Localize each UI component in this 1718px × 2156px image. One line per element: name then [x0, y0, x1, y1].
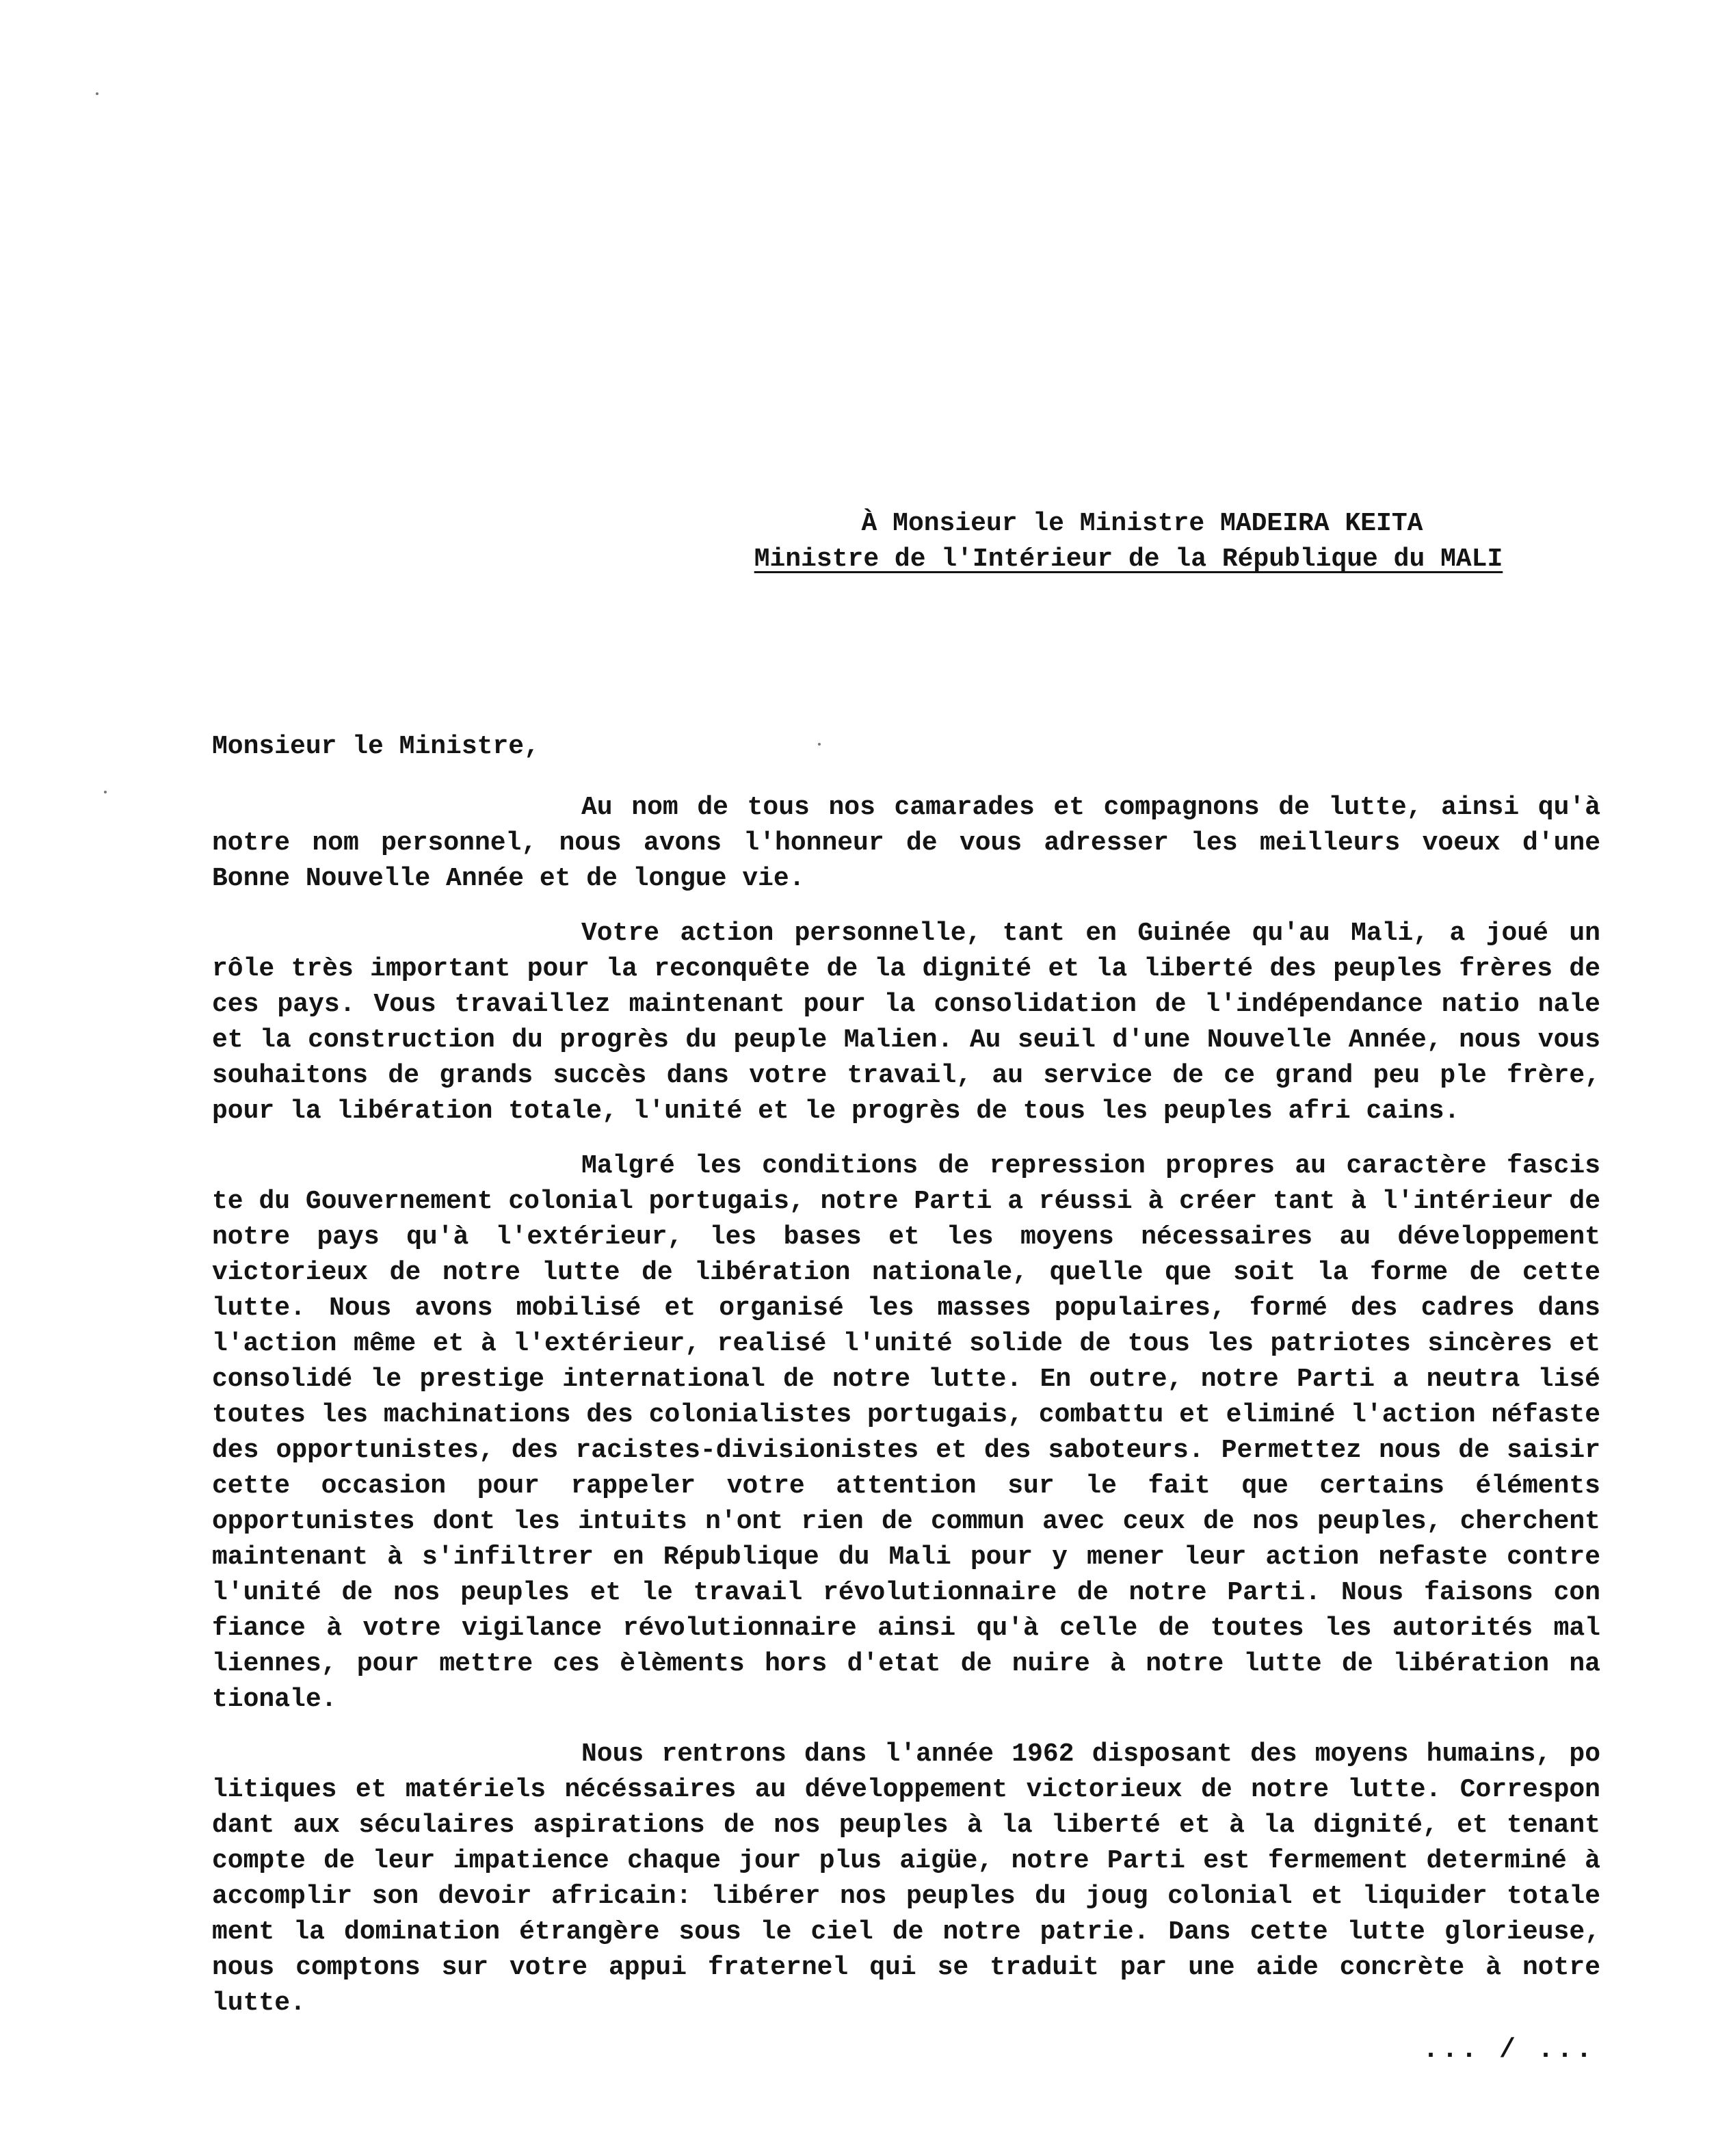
paragraph-party-achievements: Malgré les conditions de repression propres au caractère fascis te du Gouvernement colonial portugais, notre Parti a réussi à créer tant à l'intérieur de notre pays qu'à l'extérieur, les bases et les moyens nécessaires au développement victorieux de notre lutte de libération nationale, quelle que soit la forme de cette lutte. Nous avons mobilisé et organisé les masses populaires, formé des cadres dans l'action même et à l'extérieur, realisé l'unité solide de tous les patriotes sincères et consolidé le prestige international de notre lutte. En outre, notre Parti a neutra lisé toutes les machinations des colonialistes portugais, combattu et eliminé l'action néfaste des opportunistes, des racistes-divisionistes et des saboteurs. Permettez nous de saisir cette occasion pour rappeler votre attention sur le fait que certains éléments opportunistes dont les intuits n'ont rien de commun avec ceux de nos peuples, cherchent maintenant à s'infiltrer en République du Mali pour y mener leur action nefaste contre l'unité de nos peuples et le travail révolutionnaire de notre Parti. Nous faisons con fiance à votre vigilance révolutionnaire ainsi qu'à celle de toutes les autorités mal liennes, pour mettre ces èlèments hors d'etat de nuire à notre lutte de libération na tionale. — [212, 1151, 1600, 1714]
paragraph-year-1962: Nous rentrons dans l'année 1962 disposant des moyens humains, po litiques et matériels nécéssaires au développement victorieux de notre lutte. Correspon dant aux séculaires aspirations de nos peuples à la liberté et à la dignité, et tenant compte de leur impatience chaque jour plus aigüe, notre Parti est fermement determiné à accomplir son devoir africain: libérer nos peuples du joug colonial et liquider totale ment la domination étrangère sous le ciel de notre patrie. Dans cette lutte glorieuse, nous comptons sur votre appui fraternel qui se traduit par une aide concrète à notre lutte. — [212, 1739, 1600, 2018]
scan-speck — [96, 92, 98, 95]
paragraph-personal-action: Votre action personnelle, tant en Guinée qu'au Mali, a joué un rôle très important pour la reconquête de la dignité et la liberté des peuples frères de ces pays. Vous travaillez maintenant pour la consolidation de l'indépendance natio nale et la construction du progrès du peuple Malien. Au seuil d'une Nouvelle Année, nous vous souhaitons de grands succès dans votre travail, au service de ce grand peu ple frère, pour la libération totale, l'unité et le progrès de tous les peuples afri cains. — [212, 919, 1600, 1126]
salutation: Monsieur le Ministre, — [212, 732, 540, 761]
letter-body — [212, 790, 1600, 2040]
recipient-name: À Monsieur le Ministre MADEIRA KEITA — [861, 509, 1423, 538]
scan-speck — [818, 743, 821, 746]
paragraph-greeting: Au nom de tous nos camarades et compagnons de lutte, ainsi qu'à notre nom personnel, nous avons l'honneur de vous adresser les meilleurs voeux d'une Bonne Nouvelle Année et de longue vie. — [212, 793, 1600, 893]
recipient-title: Ministre de l'Intérieur de la République du MALI — [754, 544, 1503, 574]
scan-speck — [104, 791, 107, 793]
recipient-block — [684, 506, 1573, 577]
continuation-mark: ... / ... — [1423, 2035, 1596, 2066]
